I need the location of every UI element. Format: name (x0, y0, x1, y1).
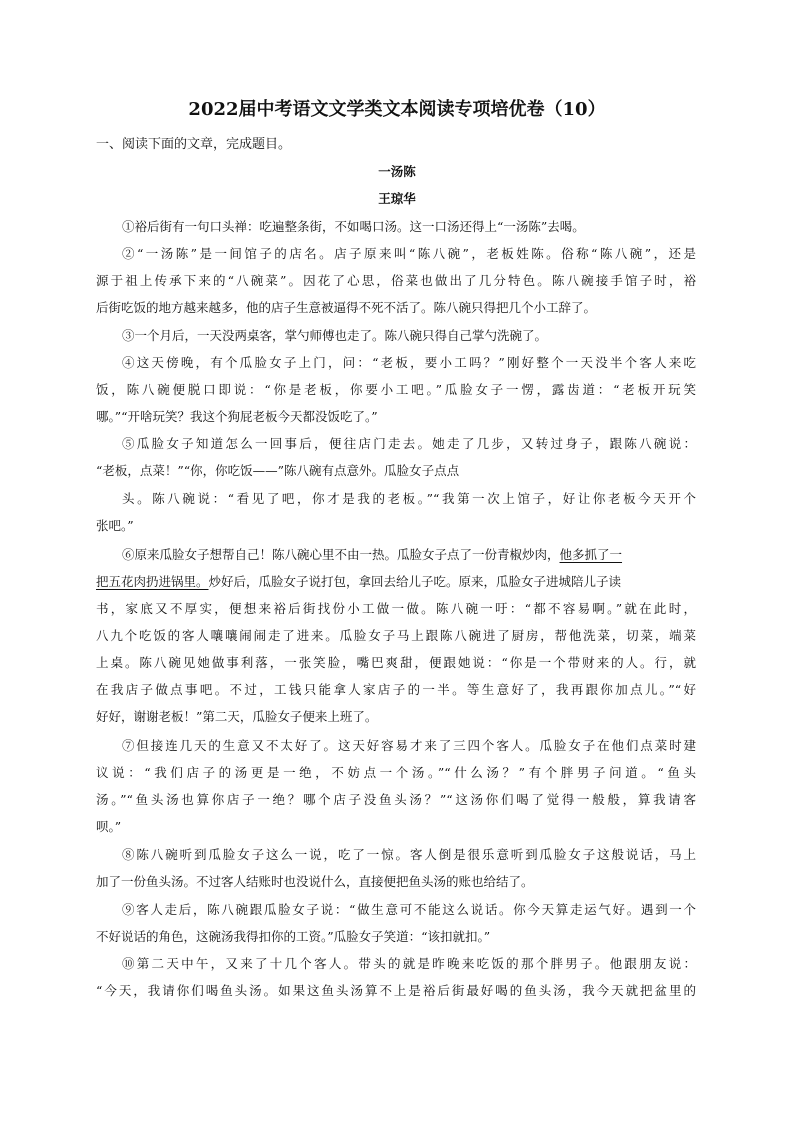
paragraph-line: 议说：“我们店子的汤更是一绝，不妨点一个汤。”“什么汤？”有个胖男子问道。“鱼头 (96, 765, 696, 780)
paragraph-line: ④这天傍晚，有个瓜脸女子上门，问：“老板，要小工吗？”刚好整个一天没半个客人来吃 (122, 355, 696, 370)
paragraph-line: ⑨客人走后，陈八碗跟瓜脸女子说：“做生意可不能这么说话。你今天算走运气好。遇到一个 (122, 902, 696, 917)
section-instruction: 一、阅读下面的文章，完成题目。 (96, 137, 292, 152)
paragraph-line: “今天，我请你们喝鱼头汤。如果这鱼头汤算不上是裕后街最好喝的鱼头汤，我今天就把盆里的 (96, 983, 696, 998)
paragraph-text: ⑥原来瓜脸女子想帮自己！陈八碗心里不由一热。瓜脸女子点了一份青椒炒肉， (122, 547, 560, 562)
paragraph-line: 不好说话的角色，这碗汤我得扣你的工资。”瓜脸女子笑道：“该扣就扣。” (96, 929, 491, 944)
paragraph-line: 哪。”“开啥玩笑？我这个狗屁老板今天都没饭吃了。” (96, 409, 378, 424)
paragraph-line: 书，家底又不厚实，便想来裕后街找份小工做一做。陈八碗一吁：“都不容易啊。”就在此时， (96, 601, 696, 616)
paragraph-line: 饭，陈八碗便脱口即说：“你是老板，你要小工吧。”瓜脸女子一愣，露齿道：“老板开玩笑 (96, 382, 696, 397)
paragraph-line: 八九个吃饭的客人嚷嚷闹闹走了进来。瓜脸女子马上跟陈八碗进了厨房，帮他洗菜，切菜，端菜 (96, 628, 696, 643)
underlined-text: 把五花肉扔进锅里。 (96, 574, 209, 589)
paragraph-line: 头。陈八碗说：“看见了吧，你才是我的老板。”“我第一次上馆子，好让你老板今天开个 (122, 491, 696, 506)
paragraph-line: ①裕后街有一句口头禅：吃遍整条街，不如喝口汤。这一口汤还得上“一汤陈”去喝。 (122, 219, 585, 234)
underlined-text: 他多抓了一 (559, 547, 623, 562)
paragraph-line: ⑩第二天中午，又来了十几个客人。带头的就是昨晚来吃饭的那个胖男子。他跟朋友说： (122, 956, 696, 971)
paragraph-line: ⑧陈八碗听到瓜脸女子这么一说，吃了一惊。客人倒是很乐意听到瓜脸女子这般说话，马上 (122, 847, 696, 862)
paragraph-line: “老板，点菜！”“你，你吃饭——”陈八碗有点意外。瓜脸女子点点 (96, 463, 460, 478)
paragraph-line: 在我店子做点事吧。不过，工钱只能拿人家店子的一半。等生意好了，我再跟你加点儿。”“好 (96, 682, 696, 697)
paragraph-line: ⑦但接连几天的生意又不太好了。这天好容易才来了三四个客人。瓜脸女子在他们点菜时建 (122, 738, 696, 753)
paragraph-line: 后街吃饭的地方越来越多，他的店子生意被逼得不死不活了。陈八碗只得把几个小工辞了。 (96, 300, 597, 315)
paragraph-line: 呗。” (96, 819, 122, 834)
article-author: 王琼华 (378, 191, 416, 206)
paragraph-line (122, 545, 696, 565)
paragraph-line (96, 572, 696, 592)
paragraph-line: 好好，谢谢老板！”第二天，瓜脸女子便来上班了。 (96, 709, 378, 724)
paragraph-line: 汤。”“鱼头汤也算你店子一绝？哪个店子没鱼头汤？”“这汤你们喝了觉得一般般，算我请客 (96, 792, 696, 807)
article-title: 一汤陈 (378, 164, 416, 179)
paragraph-line: ③一个月后，一天没两桌客，掌勺师傅也走了。陈八碗只得自己掌勺洗碗了。 (122, 328, 548, 343)
paragraph-line: 上桌。陈八碗见她做事利落，一张笑脸，嘴巴爽甜，便跟她说：“你是一个带财来的人。行，就 (96, 655, 696, 670)
paragraph-line: 源于祖上传承下来的“八碗菜”。因花了心思，俗菜也做出了几分特色。陈八碗接手馆子时，裕 (96, 273, 696, 288)
paragraph-line: 张吧。” (96, 518, 134, 533)
document-title: 2022届中考语文文学类文本阅读专项培优卷（10） (188, 99, 606, 120)
paragraph-line: 加了一份鱼头汤。不过客人结账时也没说什么，直接便把鱼头汤的账也给结了。 (96, 874, 534, 889)
paragraph-text: 炒好后，瓜脸女子说打包，拿回去给儿子吃。原来，瓜脸女子进城陪儿子读 (208, 574, 622, 589)
paragraph-line: ②“一汤陈”是一间馆子的店名。店子原来叫“陈八碗”，老板姓陈。俗称“陈八碗”，还是 (122, 246, 696, 261)
paragraph-line: ⑤瓜脸女子知道怎么一回事后，便往店门走去。她走了几步，又转过身子，跟陈八碗说： (122, 436, 696, 451)
